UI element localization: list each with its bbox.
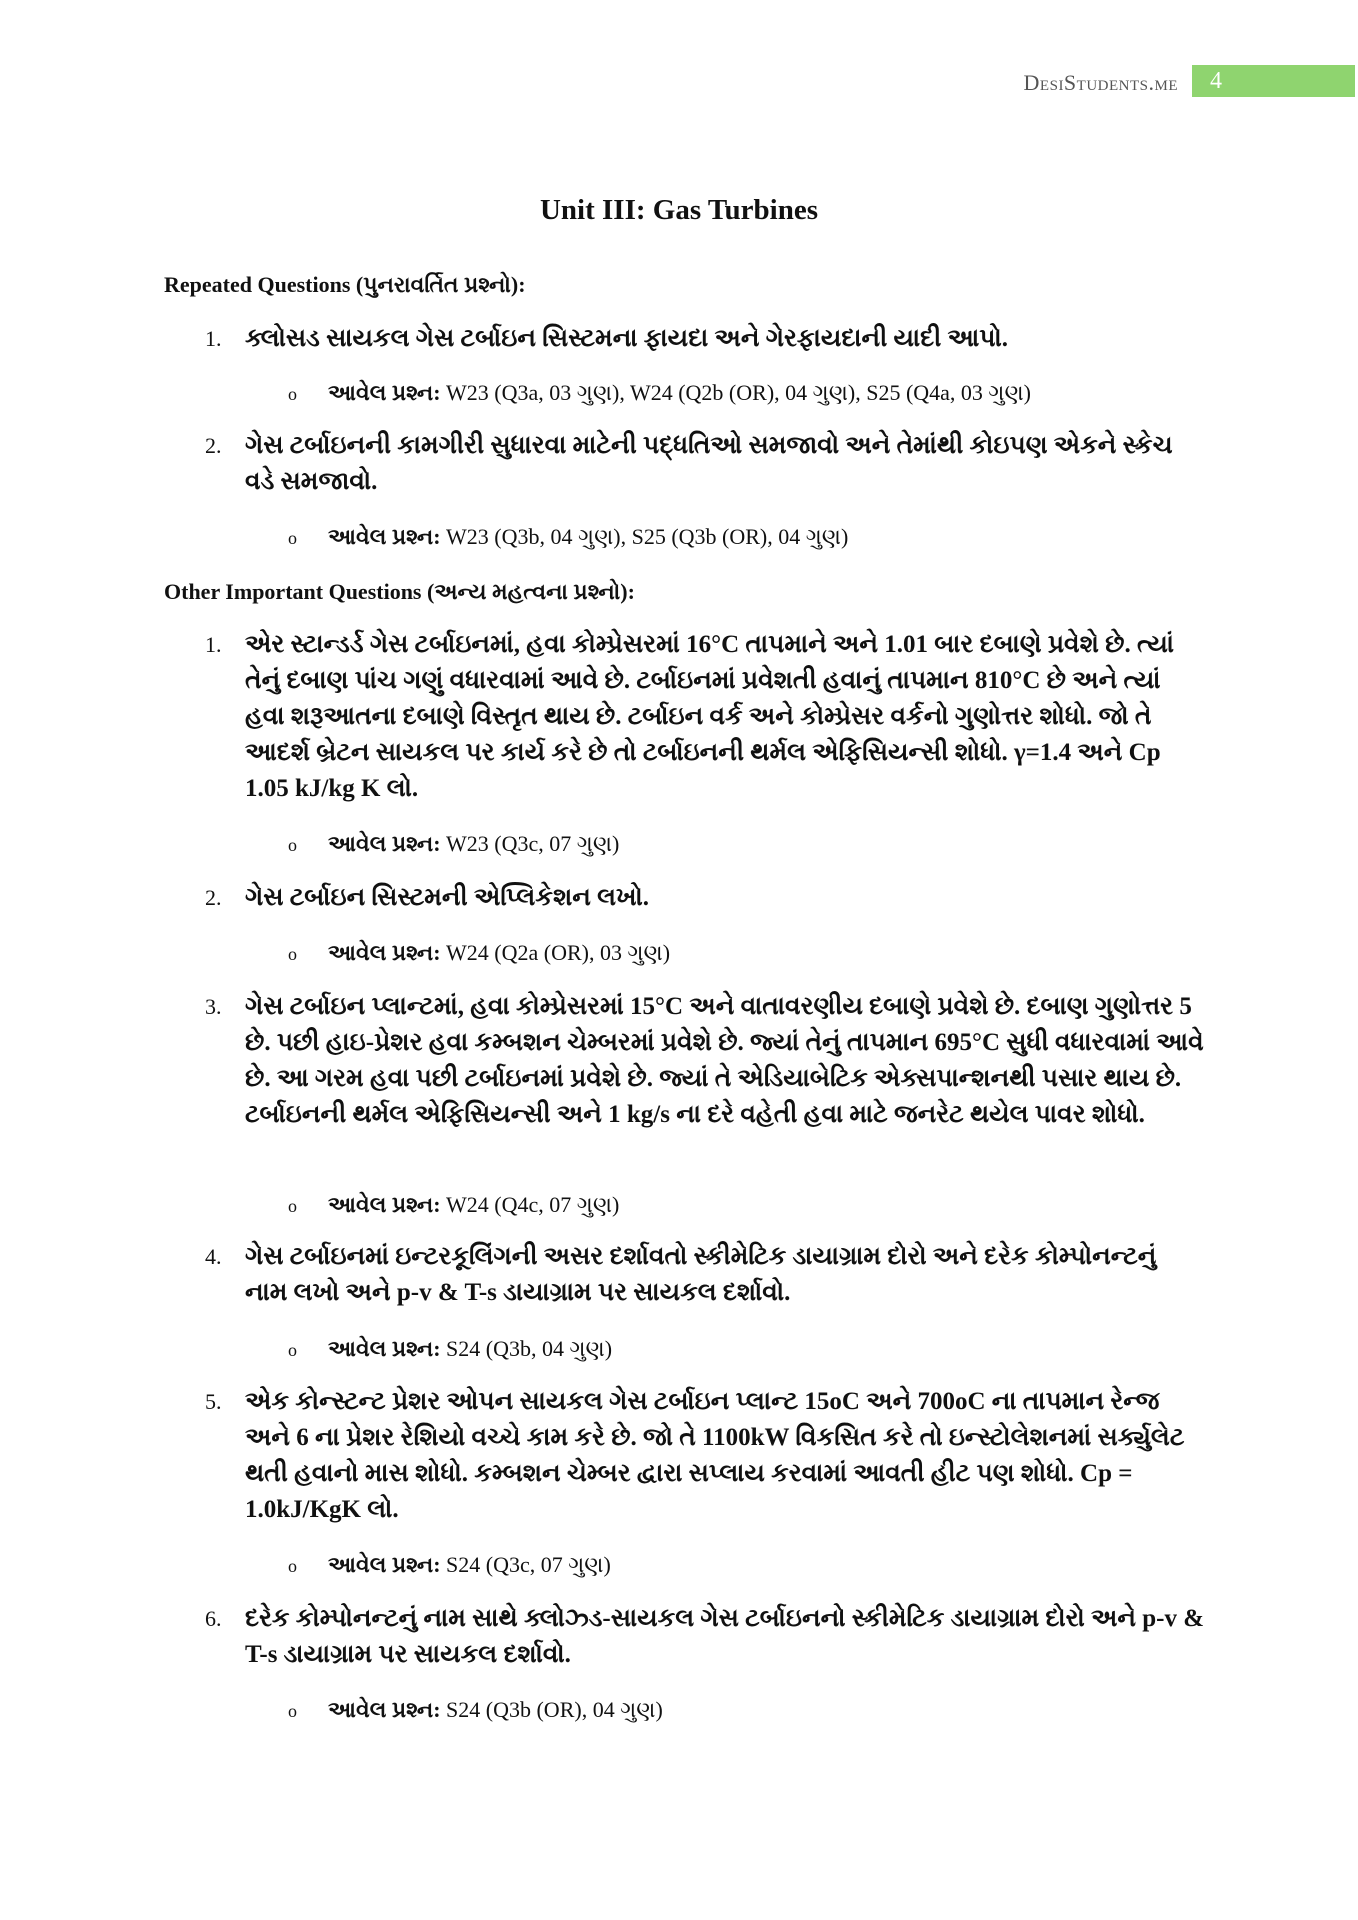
- question-number: 5.: [205, 1389, 222, 1414]
- question-number: 1.: [205, 632, 222, 657]
- other-questions-heading: Other Important Questions (અન્ય મહત્વના પ્રશ્નો):: [164, 579, 635, 604]
- asked-value: S24 (Q3b, 04 ગુણ): [440, 1336, 613, 1361]
- asked-value: W24 (Q4c, 07 ગુણ): [440, 1192, 620, 1217]
- asked-value: W23 (Q3b, 04 ગુણ), S25 (Q3b (OR), 04 ગુણ): [440, 524, 849, 549]
- asked-value: S24 (Q3b (OR), 04 ગુણ): [440, 1697, 663, 1722]
- bullet-icon: o: [288, 835, 297, 855]
- question-number: 4.: [205, 1244, 222, 1269]
- question-item: [205, 321, 1205, 357]
- question-text: ગેસ ટર્બાઇન પ્લાન્ટમાં, હવા કોમ્પ્રેસરમાં 15°C અને વાતાવરણીય દબાણે પ્રવેશે છે. દબાણ ગુણોત્તર 5 છે. પછી હાઇ-પ્રેશર હવા કમ્બશન ચેમ્બરમાં પ્રવેશે છે. જ્યાં તેનું તાપમાન 695°C સુધી વધારવામાં આવે છે. આ ગરમ હવા પછી ટર્બાઇનમાં પ્રવેશે છે. જ્યાં તે એડિયાબેટિક એક્સપાન્શનથી પસાર થાય છે. ટર્બાઇનની થર્મલ એફિસિયન્સી અને 1 kg/s ના દરે વહેતી હવા માટે જનરેટ થયેલ પાવર શોધો.: [245, 993, 1204, 1128]
- asked-info: [288, 938, 670, 969]
- question-item: [205, 1239, 1205, 1311]
- asked-info: [288, 1695, 663, 1726]
- bullet-icon: o: [288, 384, 297, 404]
- asked-value: W23 (Q3a, 03 ગુણ), W24 (Q2b (OR), 04 ગુણ), S25 (Q4a, 03 ગુણ): [440, 380, 1031, 405]
- question-number: 6.: [205, 1606, 222, 1631]
- question-text: ગેસ ટર્બાઇનની કામગીરી સુધારવા માટેની પદ્ધતિઓ સમજાવો અને તેમાંથી કોઇપણ એકને સ્કેચ વડે સમજાવો.: [245, 432, 1173, 495]
- asked-label: આવેલ પ્રશ્ન:: [328, 524, 441, 549]
- repeated-questions-heading: Repeated Questions (પુનરાવર્તિત પ્રશ્નો):: [164, 272, 526, 297]
- bullet-icon: o: [288, 1701, 297, 1721]
- asked-value: S24 (Q3c, 07 ગુણ): [440, 1552, 611, 1577]
- asked-info: [288, 1334, 612, 1365]
- question-text: ગેસ ટર્બાઇન સિસ્ટમની એપ્લિકેશન લખો.: [245, 884, 650, 911]
- question-number: 2.: [205, 433, 222, 458]
- asked-label: આવેલ પ્રશ્ન:: [328, 1192, 441, 1217]
- bullet-icon: o: [288, 528, 297, 548]
- question-item: [205, 1601, 1205, 1673]
- asked-info: [288, 1550, 611, 1581]
- question-text: ક્લોસડ સાયકલ ગેસ ટર્બાઇન સિસ્ટમના ફાયદા અને ગેરફાયદાની યાદી આપો.: [245, 325, 1009, 352]
- bullet-icon: o: [288, 1556, 297, 1576]
- question-number: 1.: [205, 326, 222, 351]
- asked-info: [288, 829, 619, 860]
- asked-info: [288, 378, 1031, 409]
- question-item: [205, 880, 1205, 916]
- question-text: ગેસ ટર્બાઇનમાં ઇન્ટરકૂલિંગની અસર દર્શાવતો સ્કીમેટિક ડાયાગ્રામ દોરો અને દરેક કોમ્પોનન્ટનું નામ લખો અને p-v & T-s ડાયાગ્રામ પર સાયકલ દર્શાવો.: [245, 1243, 1157, 1306]
- question-text: દરેક કોમ્પોનન્ટનું નામ સાથે ક્લોઝ્ડ-સાયકલ ગેસ ટર્બાઇનનો સ્કીમેટિક ડાયાગ્રામ દોરો અને p-v & T-s ડાયાગ્રામ પર સાયકલ દર્શાવો.: [245, 1605, 1205, 1668]
- question-text: એક કોન્સ્ટન્ટ પ્રેશર ઓપન સાયકલ ગેસ ટર્બાઇન પ્લાન્ટ 15oC અને 700oC ના તાપમાન રેન્જ અને 6 ના પ્રેશર રેશિયો વચ્ચે કામ કરે છે. જો તે 1100kW વિકસિત કરે તો ઇન્સ્ટોલેશનમાં સર્ક્યુલેટ થતી હવાનો માસ શોધો. કમ્બશન ચેમ્બર દ્વારા સપ્લાય કરવામાં આવતી હીટ પણ શોધો. Cp = 1.0kJ/KgK લો.: [245, 1388, 1185, 1523]
- asked-info: [288, 522, 848, 553]
- question-item: [205, 627, 1205, 807]
- bullet-icon: o: [288, 1340, 297, 1360]
- asked-label: આવેલ પ્રશ્ન:: [328, 1336, 441, 1361]
- page-title: Unit III: Gas Turbines: [539, 194, 819, 226]
- question-item: [205, 989, 1205, 1133]
- bullet-icon: o: [288, 944, 297, 964]
- site-name: DesiStudents.me: [1023, 70, 1178, 95]
- asked-label: આવેલ પ્રશ્ન:: [328, 831, 441, 856]
- asked-value: W24 (Q2a (OR), 03 ગુણ): [440, 940, 671, 965]
- asked-info: [288, 1190, 619, 1221]
- page-number: 4: [1192, 65, 1355, 97]
- asked-label: આવેલ પ્રશ્ન:: [328, 1697, 441, 1722]
- question-text: એર સ્ટાન્ડર્ડ ગેસ ટર્બાઇનમાં, હવા કોમ્પ્રેસરમાં 16°C તાપમાને અને 1.01 બાર દબાણે પ્રવેશે છે. ત્યાં તેનું દબાણ પાંચ ગણું વધારવામાં આવે છે. ટર્બાઇનમાં પ્રવેશતી હવાનું તાપમાન 810°C છે અને ત્યાં હવા શરૂઆતના દબાણે વિસ્તૃત થાય છે. ટર્બાઇન વર્ક અને કોમ્પ્રેસર વર્કનો ગુણોત્તર શોધો. જો તે આદર્શ બ્રેટન સાયકલ પર કાર્ય કરે છે તો ટર્બાઇનની થર્મલ એફિસિયન્સી શોધો. γ=1.4 અને Cp 1.05 kJ/kg K લો.: [245, 631, 1175, 802]
- question-number: 2.: [205, 885, 222, 910]
- asked-label: આવેલ પ્રશ્ન:: [328, 1552, 441, 1577]
- question-number: 3.: [205, 994, 222, 1019]
- asked-label: આવેલ પ્રશ્ન:: [328, 940, 441, 965]
- question-item: [205, 1384, 1205, 1528]
- bullet-icon: o: [288, 1196, 297, 1216]
- asked-label: આવેલ પ્રશ્ન:: [328, 380, 441, 405]
- question-item: [205, 428, 1205, 500]
- asked-value: W23 (Q3c, 07 ગુણ): [440, 831, 620, 856]
